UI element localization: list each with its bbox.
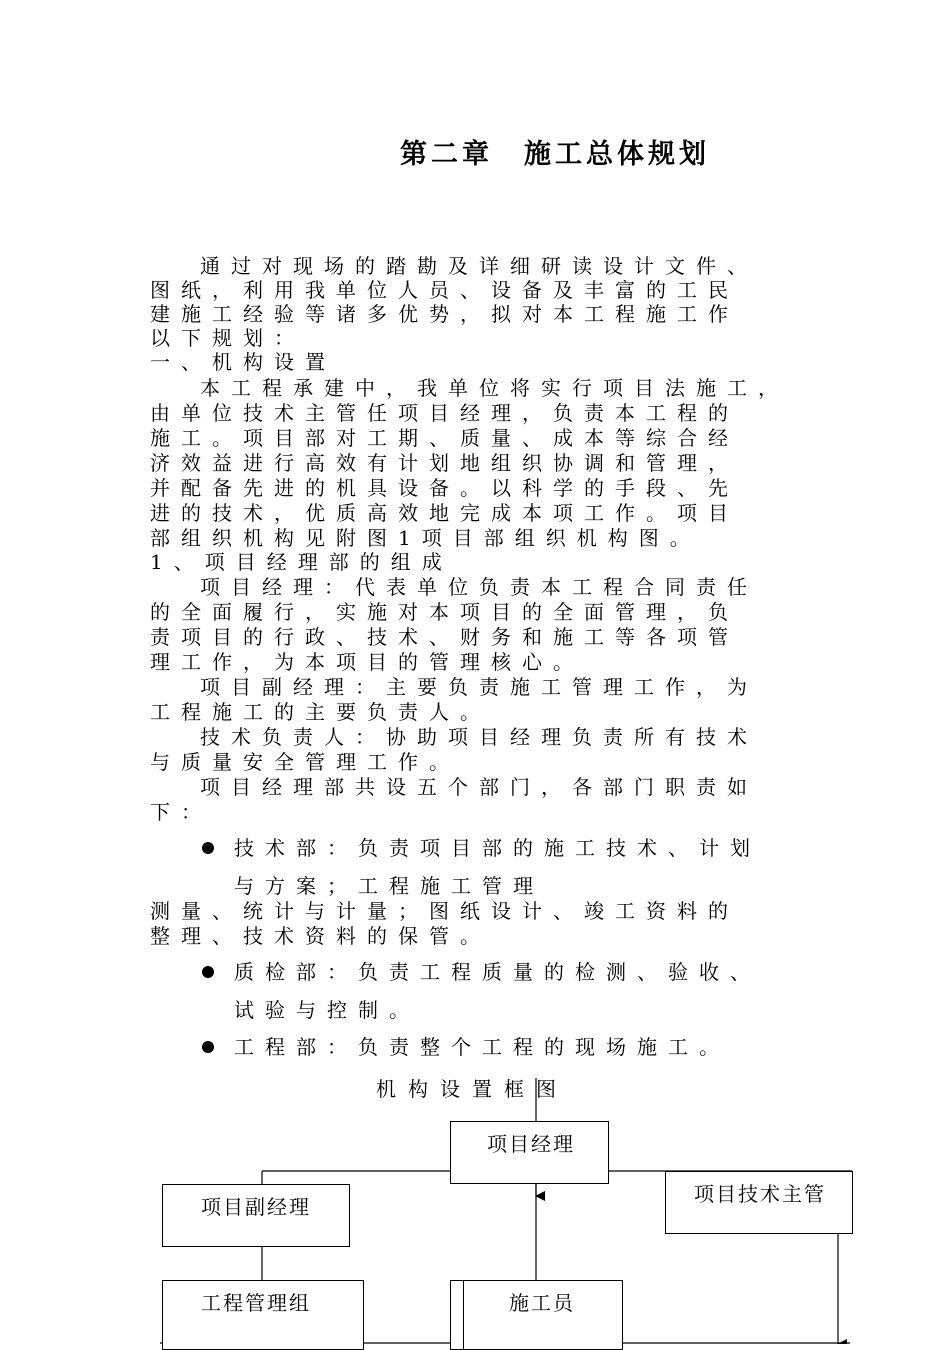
deputy-line-1: 项目副经理：主要负责施工管理工作，为 — [200, 675, 758, 699]
section-body-line-2: 由单位技术主管任项目经理，负责本工程的 — [150, 401, 739, 425]
intro-line-3: 建施工经验等诸多优势，拟对本工程施工作 — [150, 302, 739, 326]
org-node-label: 项目技术主管 — [694, 1182, 826, 1206]
manager-line-4: 理工作，为本项目的管理核心。 — [150, 650, 584, 674]
org-node-tech-supervisor — [665, 1171, 853, 1234]
section-heading: 一、机构设置 — [150, 350, 336, 374]
intro-line-1: 通过对现场的踏勘及详细研读设计文件、 — [200, 254, 758, 278]
org-node-constructor-inner-edge — [463, 1280, 464, 1350]
tech-lead-line-2: 与质量安全管理工作。 — [150, 750, 460, 774]
departments-intro-line-1: 项目经理部共设五个部门，各部门职责如 — [200, 775, 758, 799]
org-chart-caption: 机构设置框图 — [376, 1077, 568, 1101]
qc-dept-line-2: 试验与控制。 — [234, 998, 420, 1022]
page-title: 第二章 施工总体规划 — [400, 139, 710, 170]
org-node-label: 项目副经理 — [201, 1195, 311, 1219]
intro-line-4: 以下规划： — [150, 326, 305, 350]
tech-dept-cont-2: 整理、技术资料的保管。 — [150, 924, 491, 948]
manager-line-1: 项目经理：代表单位负责本工程合同责任 — [200, 575, 758, 599]
sub-heading: 1、项目经理部的组成 — [150, 550, 453, 574]
manager-line-3: 责项目的行政、技术、财务和施工等各项管 — [150, 625, 739, 649]
section-body-line-4: 济效益进行高效有计划地组织协调和管理， — [150, 451, 739, 475]
tech-lead-line-1: 技术负责人：协助项目经理负责所有技术 — [200, 725, 758, 749]
org-node-deputy — [162, 1184, 350, 1247]
eng-dept-line-1: 工程部：负责整个工程的现场施工。 — [234, 1035, 730, 1059]
org-node-manager — [450, 1121, 609, 1184]
tech-dept-line-2: 与方案；工程施工管理 — [234, 874, 544, 898]
org-node-eng-group — [162, 1280, 350, 1350]
tech-dept-line-1: 技术部：负责项目部的施工技术、计划 — [234, 836, 761, 860]
manager-line-2: 的全面履行，实施对本项目的全面管理，负 — [150, 600, 739, 624]
tech-dept-cont-1: 测量、统计与计量；图纸设计、竣工资料的 — [150, 899, 739, 923]
org-node-label: 工程管理组 — [201, 1291, 311, 1315]
org-node-label: 项目经理 — [487, 1132, 575, 1156]
section-body-line-5: 并配备先进的机具设备。以科学的手段、先 — [150, 476, 739, 500]
org-node-label: 施工员 — [509, 1291, 575, 1315]
deputy-line-2: 工程施工的主要负责人。 — [150, 700, 491, 724]
section-body-line-3: 施工。项目部对工期、质量、成本等综合经 — [150, 426, 739, 450]
departments-intro-line-2: 下： — [150, 800, 212, 824]
org-node-constructor — [450, 1280, 623, 1350]
section-body-line-7: 部组织机构见附图1项目部组织机构图。 — [150, 526, 701, 550]
intro-line-2: 图纸，利用我单位人员、设备及丰富的工民 — [150, 278, 739, 302]
qc-dept-line-1: 质检部：负责工程质量的检测、验收、 — [234, 960, 761, 984]
org-node-eng-group-shadow — [349, 1280, 364, 1350]
section-body-line-6: 进的技术，优质高效地完成本项工作。项目 — [150, 501, 739, 525]
section-body-line-1: 本工程承建中，我单位将实行项目法施工， — [200, 376, 789, 400]
